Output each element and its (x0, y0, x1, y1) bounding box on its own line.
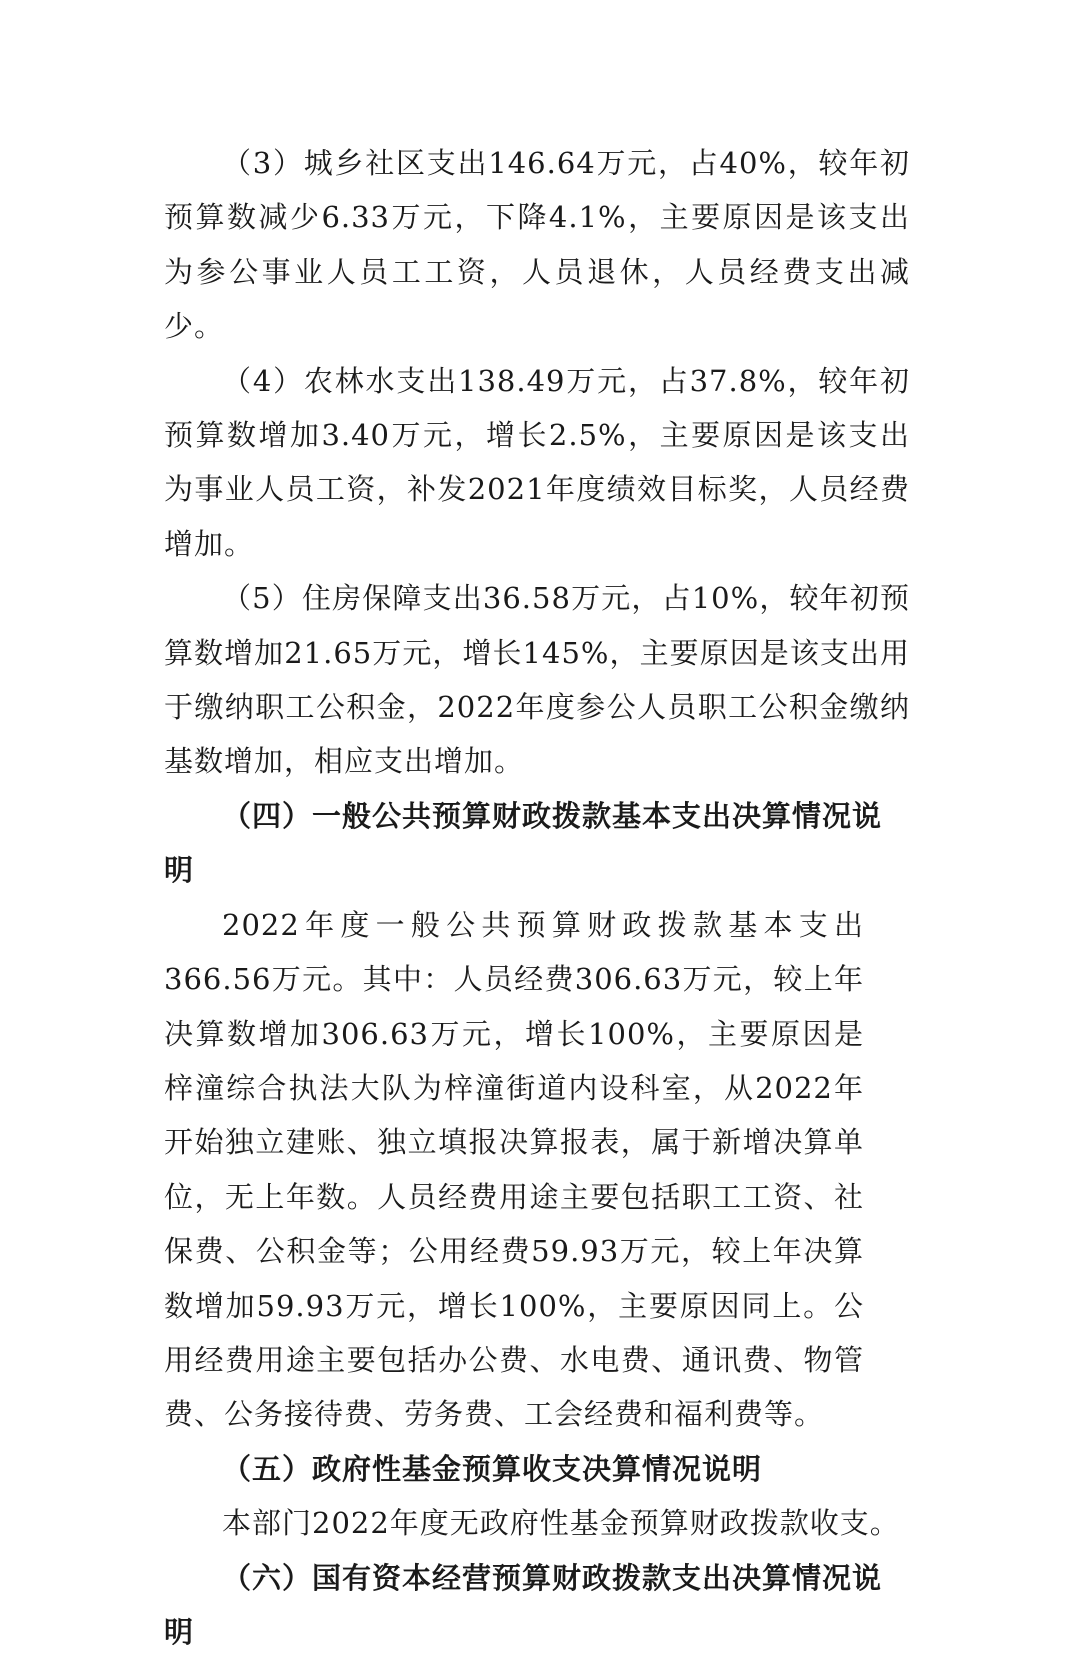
section-heading-government-fund: （五）政府性基金预算收支决算情况说明 (222, 1451, 763, 1486)
paragraph-urban-rural-community-expenditure: （3）城乡社区支出146.64万元，占40%，较年初预算数减少6.33万元，下降4.1%，主要原因是该支出为参公事业人员工工资，人员退休，人员经费支出减少。 (164, 146, 910, 344)
section-heading-state-capital: （六）国有资本经营预算财政拨款支出决算情况说明 (164, 1560, 883, 1649)
document-body (164, 136, 910, 1659)
paragraph-agriculture-forestry-water-expenditure: （4）农林水支出138.49万元，占37.8%，较年初预算数增加3.40万元，增长2.5%，主要原因是该支出为事业人员工资，补发2021年度绩效目标奖，人员经费增加。 (164, 363, 910, 561)
paragraph-basic-expenditure: 2022年度一般公共预算财政拨款基本支出366.56万元。其中：人员经费306.63万元，较上年决算数增加306.63万元，增长100%，主要原因是梓潼综合执法大队为梓潼街道内设科室，从2022年开始独立建账、独立填报决算报表，属于新增决算单位，无上年数。人员经费用途主要包括职工工资、社保费、公积金等；公用经费59.93万元，较上年决算数增加59.93万元，增长100%，主要原因同上。公用经费用途主要包括办公费、水电费、通讯费、物管费、公务接待费、劳务费、工会经费和福利费等。 (164, 907, 864, 1432)
section-heading-basic-expenditure: （四）一般公共预算财政拨款基本支出决算情况说明 (164, 798, 883, 888)
paragraph-housing-security-expenditure: （5）住房保障支出36.58万元，占10%，较年初预算数增加21.65万元，增长145%，主要原因是该支出用于缴纳职工公积金，2022年度参公人员职工公积金缴纳基数增加，相应支出增加。 (164, 581, 910, 779)
paragraph-government-fund: 本部门2022年度无政府性基金预算财政拨款收支。 (222, 1506, 900, 1541)
